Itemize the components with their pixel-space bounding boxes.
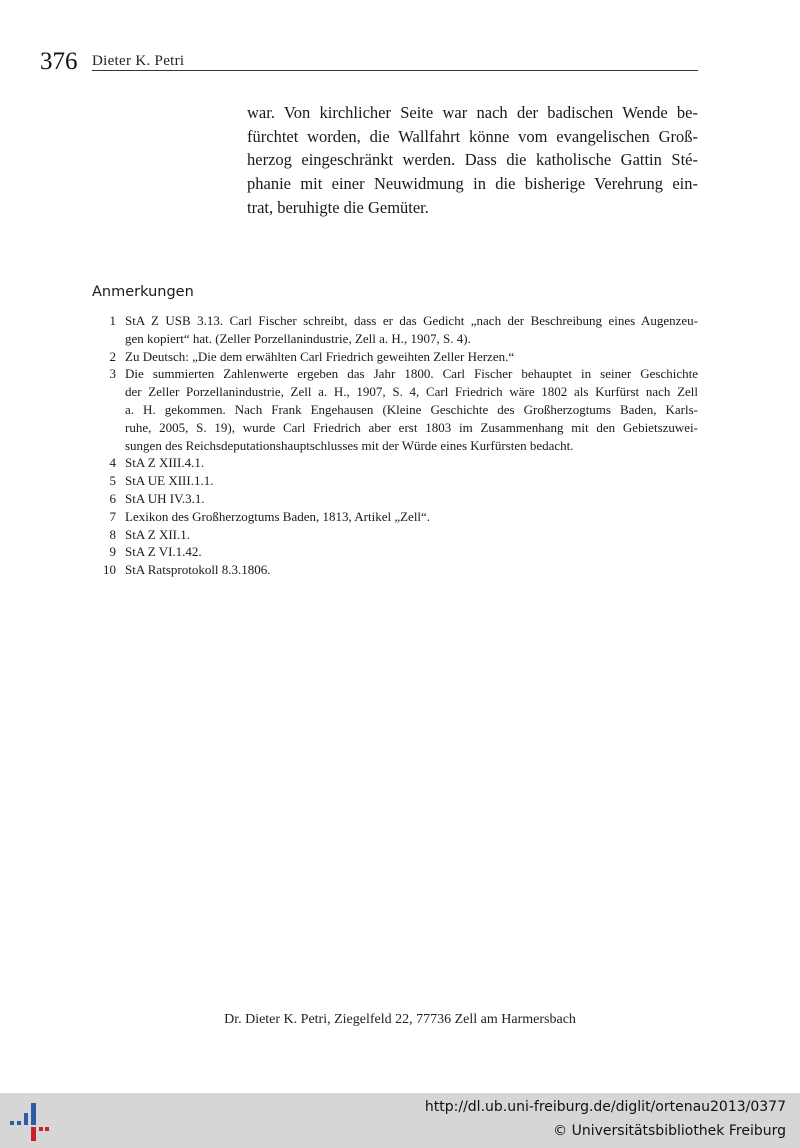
running-head: Dieter K. Petri xyxy=(92,53,185,69)
note-number: 3 xyxy=(109,366,116,382)
note-text xyxy=(116,312,698,348)
note-number: 4 xyxy=(109,455,116,471)
note-item xyxy=(92,472,698,490)
note-item xyxy=(92,365,698,454)
body-line: fürchtet worden, die Wallfahrt könne vom evangelischen Groß- xyxy=(247,126,698,146)
note-line: a. H. gekommen. Nach Frank Engehausen (Kleine Geschichte des Großherzogtums Baden, Karls- xyxy=(125,401,698,417)
logo-bar xyxy=(17,1121,21,1125)
header-rule xyxy=(92,70,698,71)
footer-url-link[interactable]: http://dl.ub.uni-freiburg.de/diglit/ortenau2013/0377 xyxy=(424,1099,786,1115)
note-number: 1 xyxy=(109,313,116,328)
note-item xyxy=(92,543,698,561)
note-line: StA Z VI.1.42. xyxy=(125,544,202,560)
note-number: 8 xyxy=(109,526,116,542)
note-line: StA Z USB 3.13. Carl Fischer schreibt, dass er das Gedicht „nach der Beschreibung eines Augenzeu- xyxy=(125,313,698,328)
note-item xyxy=(92,508,698,526)
note-line: StA Ratsprotokoll 8.3.1806. xyxy=(125,562,271,578)
body-line: phanie mit einer Neuwidmung in die bisherige Verehrung ein- xyxy=(247,174,698,194)
note-item xyxy=(92,526,698,544)
note-item xyxy=(92,490,698,508)
note-text xyxy=(116,454,698,472)
logo-bar xyxy=(39,1127,43,1131)
note-item xyxy=(92,561,698,579)
logo-bar xyxy=(31,1127,36,1141)
note-number: 10 xyxy=(103,562,116,578)
body-line: trat, beruhigte die Gemüter. xyxy=(247,197,429,217)
note-item xyxy=(92,454,698,472)
logo-bar xyxy=(24,1113,28,1125)
note-line: sungen des Reichsdeputationshauptschlusses mit der Würde eines Kurfürsten bedacht. xyxy=(125,437,574,453)
note-text xyxy=(116,561,698,579)
page-number: 376 xyxy=(40,48,78,75)
footer-bar xyxy=(0,1093,800,1148)
body-line: herzog eingeschränkt werden. Dass die katholische Gattin Sté- xyxy=(247,150,698,170)
note-text xyxy=(116,365,698,454)
note-number: 5 xyxy=(109,473,116,489)
notes-heading: Anmerkungen xyxy=(92,284,194,300)
note-number: 6 xyxy=(109,490,116,506)
note-text xyxy=(116,508,698,526)
note-text xyxy=(116,472,698,490)
note-item xyxy=(92,312,698,348)
note-line: der Zeller Porzellanindustrie, Zell a. H., 1907, S. 4, Carl Friedrich wäre 1802 als Kurfürst nach Zell xyxy=(125,384,698,400)
notes-list xyxy=(92,312,698,579)
author-address: Dr. Dieter K. Petri, Ziegelfeld 22, 77736 Zell am Harmersbach xyxy=(224,1012,576,1027)
note-line: Lexikon des Großherzogtums Baden, 1813, Artikel „Zell“. xyxy=(125,508,431,524)
note-number: 9 xyxy=(109,544,116,560)
ub-freiburg-logo-icon[interactable] xyxy=(8,1099,50,1143)
body-line: war. Von kirchlicher Seite war nach der badischen Wende be- xyxy=(247,103,698,122)
footer-copyright: © Universitätsbibliothek Freiburg xyxy=(553,1123,786,1139)
note-text xyxy=(116,348,698,366)
note-number: 7 xyxy=(109,508,116,524)
note-number: 2 xyxy=(109,348,116,364)
note-line: gen kopiert“ hat. (Zeller Porzellanindustrie, Zell a. H., 1907, S. 4). xyxy=(125,330,471,346)
logo-bar xyxy=(45,1127,49,1131)
logo-bar xyxy=(31,1103,36,1125)
note-item xyxy=(92,348,698,366)
note-line: Die summierten Zahlenwerte ergeben das Jahr 1800. Carl Fischer behauptet in seiner Geschichte xyxy=(125,366,698,382)
note-line: StA UE XIII.1.1. xyxy=(125,473,214,489)
note-line: ruhe, 2005, S. 19), wurde Carl Friedrich aber erst 1803 im Zusammenhang mit den Gebietszuwei- xyxy=(125,419,698,435)
note-line: StA Z XIII.4.1. xyxy=(125,455,205,471)
note-line: StA Z XII.1. xyxy=(125,526,190,542)
note-text xyxy=(116,490,698,508)
note-text xyxy=(116,526,698,544)
note-text xyxy=(116,543,698,561)
note-line: StA UH IV.3.1. xyxy=(125,490,205,506)
body-paragraph xyxy=(247,101,698,220)
note-line: Zu Deutsch: „Die dem erwählten Carl Friedrich geweihten Zeller Herzen.“ xyxy=(125,348,515,364)
logo-bar xyxy=(10,1121,14,1125)
